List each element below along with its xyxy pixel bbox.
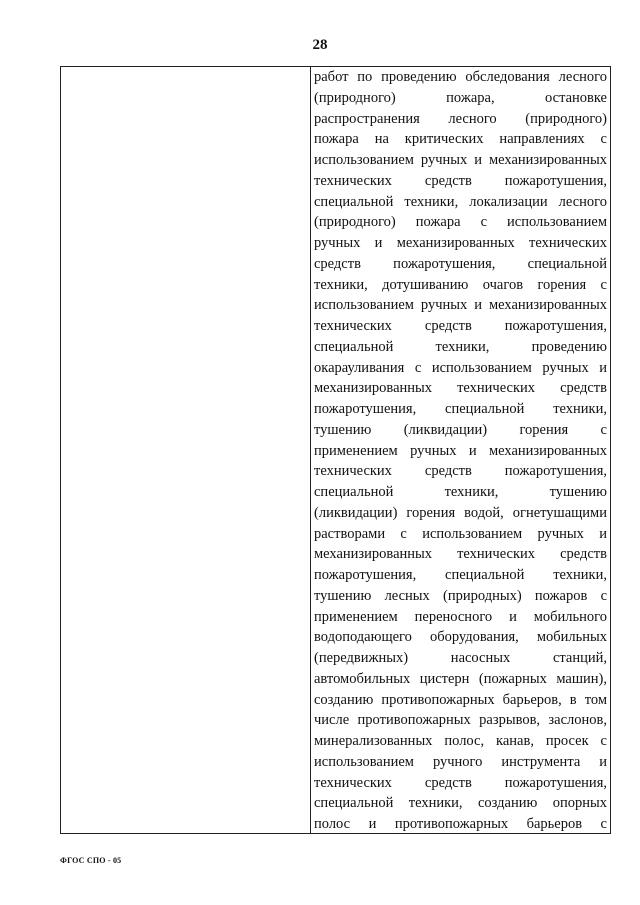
text-line: технических средств пожаротушения, — [314, 172, 607, 189]
text-line: окарауливания с использованием ручных и — [314, 359, 607, 376]
text-line: механизированных технических средств — [314, 546, 607, 563]
text-line: ручных и механизированных технических — [314, 235, 607, 251]
text-line: специальной техники, созданию опорных — [314, 795, 607, 812]
text-line: механизированных технических средств — [314, 380, 607, 397]
page-footer: ФГОС СПО - 05 — [60, 856, 122, 865]
text-line: (передвижных) насосных станций, — [314, 650, 607, 666]
text-line: тушению (ликвидации) горения с — [314, 421, 607, 438]
text-line: тушению лесных (природных) пожаров с — [314, 587, 607, 604]
text-line: полос и противопожарных барьеров с — [314, 816, 607, 832]
text-line: технических средств пожаротушения, — [314, 774, 607, 791]
text-line: применением ручных и механизированных — [314, 442, 607, 459]
table-left-cell — [61, 67, 311, 833]
document-table — [60, 66, 611, 834]
text-line: технических средств пожаротушения, — [314, 318, 607, 334]
text-line: специальной техники, локализации лесного — [314, 193, 607, 210]
text-line: использованием ручного инструмента и — [314, 753, 607, 770]
text-line: водоподающего оборудования, мобильных — [314, 629, 607, 646]
text-line: созданию противопожарных барьеров, в том — [314, 691, 607, 708]
text-line: специальной техники, тушению — [314, 484, 607, 500]
text-line: использованием ручных и механизированных — [314, 297, 607, 314]
text-line: применением переносного и мобильного — [314, 608, 607, 625]
text-line: растворами с использованием ручных и — [314, 525, 607, 542]
text-line: использованием ручных и механизированных — [314, 152, 607, 168]
text-line: (ликвидации) горения водой, огнетушащими — [314, 504, 607, 521]
page-number: 28 — [312, 37, 328, 53]
text-line: пожара на критических направлениях с — [314, 131, 607, 148]
text-line: распространения лесного (природного) — [314, 110, 607, 127]
text-line: (природного) пожара с использованием — [314, 214, 607, 231]
text-line: специальной техники, проведению — [314, 338, 607, 355]
text-line: минерализованных полос, канав, просек с — [314, 733, 607, 749]
text-line: техники, дотушиванию очагов горения с — [314, 276, 607, 293]
text-line: средств пожаротушения, специальной — [314, 255, 607, 272]
text-line: автомобильных цистерн (пожарных машин), — [314, 670, 607, 687]
table-right-cell — [311, 67, 610, 833]
text-line: технических средств пожаротушения, — [314, 463, 607, 480]
text-line: числе противопожарных разрывов, заслонов, — [314, 712, 607, 729]
text-line: (природного) пожара, остановке — [314, 89, 607, 106]
text-line: пожаротушения, специальной техники, — [314, 567, 607, 583]
text-line: пожаротушения, специальной техники, — [314, 401, 607, 417]
text-line: работ по проведению обследования лесного — [314, 69, 607, 85]
